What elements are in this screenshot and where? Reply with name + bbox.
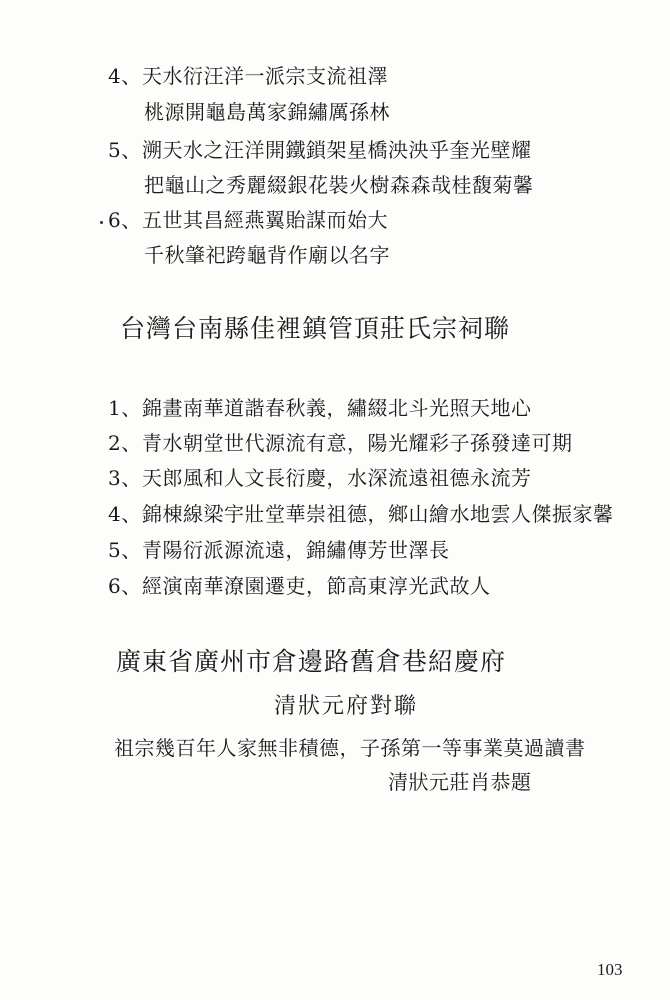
item-number: 5、 bbox=[108, 138, 142, 162]
section1-item-6-line2: 千秋肇祀跨龜背作廟以名字 bbox=[144, 243, 390, 267]
section1-item-5-line1 bbox=[108, 138, 532, 162]
couplet-line: 五世其昌經燕翼貽謀而始大 bbox=[142, 208, 388, 232]
section3-title: 廣東省廣州市倉邊路舊倉巷紹慶府 bbox=[116, 647, 507, 676]
section2-title: 台灣台南縣佳裡鎮管頂莊氏宗祠聯 bbox=[120, 314, 511, 343]
item-number: 2、 bbox=[108, 431, 142, 455]
section1-item-4-line1 bbox=[108, 64, 388, 88]
couplet-line: 天水衍汪洋一派宗支流祖澤 bbox=[142, 64, 388, 88]
section2-item-4 bbox=[108, 502, 614, 526]
section2-item-2 bbox=[108, 431, 573, 455]
section3-signature: 清狀元莊肖恭題 bbox=[388, 770, 532, 794]
section3-subtitle: 清狀元府對聯 bbox=[274, 694, 419, 719]
item-number: 6、 bbox=[108, 574, 142, 598]
item-number: 5、 bbox=[108, 538, 142, 562]
section2-item-3 bbox=[108, 466, 532, 490]
item-number: 4、 bbox=[108, 64, 142, 88]
couplet-text: 青水朝堂世代源流有意，陽光耀彩子孫發達可期 bbox=[142, 431, 573, 455]
section2-item-5 bbox=[108, 538, 450, 562]
stray-mark bbox=[100, 221, 103, 224]
section2-item-6 bbox=[108, 574, 491, 598]
couplet-text: 經演南華潦園遷吏，節高東淳光武故人 bbox=[142, 574, 491, 598]
section1-item-6-line1 bbox=[108, 208, 388, 232]
item-number: 4、 bbox=[108, 502, 142, 526]
couplet-text: 錦畫南華道諧春秋義，繡綴北斗光照天地心 bbox=[142, 396, 532, 420]
section1-item-5-line2: 把龜山之秀麗綴銀花裝火樹森森哉桂馥菊馨 bbox=[144, 173, 534, 197]
section2-item-1 bbox=[108, 396, 532, 420]
couplet-text: 錦棟線梁宇壯堂華崇祖德，鄉山繪水地雲人傑振家馨 bbox=[142, 502, 614, 526]
item-number: 1、 bbox=[108, 396, 142, 420]
couplet-text: 天郎風和人文長衍慶，水深流遠祖德永流芳 bbox=[142, 466, 532, 490]
section3-couplet: 祖宗幾百年人家無非積德，子孫第一等事業莫過讀書 bbox=[114, 736, 586, 760]
page-number: 103 bbox=[597, 960, 623, 979]
item-number: 6、 bbox=[108, 208, 142, 232]
couplet-line: 溯天水之汪洋開鐵鎖架星橋泱泱乎奎光壁耀 bbox=[142, 138, 532, 162]
section1-item-4-line2: 桃源開龜島萬家錦繡厲孫林 bbox=[144, 100, 390, 124]
item-number: 3、 bbox=[108, 466, 142, 490]
couplet-text: 青陽衍派源流遠，錦繡傳芳世澤長 bbox=[142, 538, 450, 562]
